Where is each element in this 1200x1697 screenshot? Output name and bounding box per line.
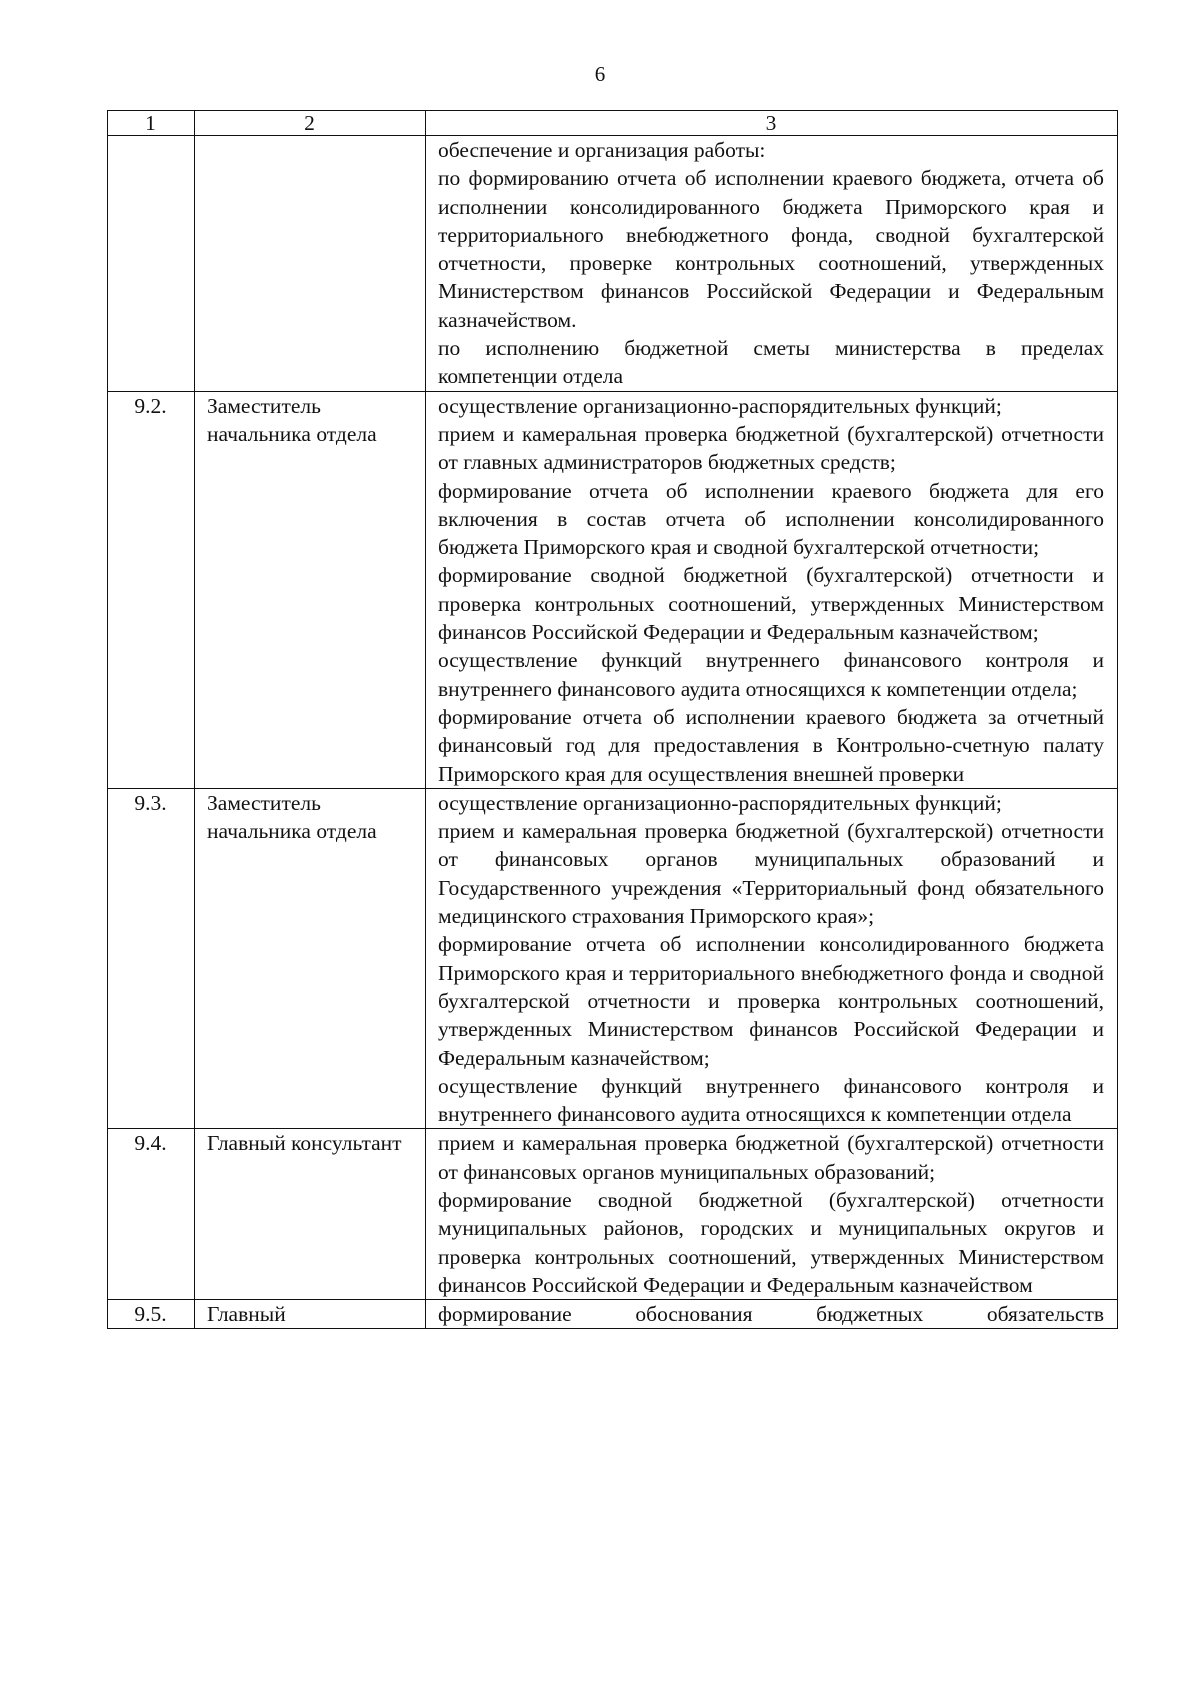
table-row	[108, 136, 1118, 392]
header-col-3: 3	[426, 111, 1118, 136]
duty-paragraph: осуществление функций внутреннего финансового контроля и внутреннего финансового аудита относящихся к компетенции отдела	[438, 1073, 1104, 1127]
header-col-1: 1	[108, 111, 195, 136]
duty-paragraph: формирование отчета об исполнении консолидированного бюджета Приморского края и территориального внебюджетного фонда и сводной бухгалтерской отчетности и проверка контрольных соотношений, утвержденных Министерством финансов Российской Федерации и Федеральным казначейством;	[438, 932, 1104, 1070]
table-row	[108, 391, 1118, 788]
row-position	[195, 136, 426, 392]
functions-table	[107, 110, 1118, 1329]
row-position: Главный консультант	[195, 1129, 426, 1300]
duty-paragraph: осуществление организационно-распорядительных функций;	[438, 790, 1002, 815]
row-position: Заместитель начальника отдела	[195, 788, 426, 1129]
row-position: Заместитель начальника отдела	[195, 391, 426, 788]
page-number: 6	[594, 62, 606, 86]
duty-paragraph: формирование отчета об исполнении краевого бюджета за отчетный финансовый год для предоставления в Контрольно-счетную палату Приморского края для осуществления внешней проверки	[438, 704, 1104, 786]
duty-paragraph: прием и камеральная проверка бюджетной (бухгалтерской) отчетности от финансовых органов муниципальных образований и Государственного учреждения «Территориальный фонд обязательного медицинского страхования Приморского края»;	[438, 819, 1104, 929]
table-row	[108, 1300, 1118, 1329]
row-duties	[426, 1300, 1118, 1329]
row-number: 9.2.	[108, 391, 195, 788]
table-row	[108, 788, 1118, 1129]
header-col-2: 2	[195, 111, 426, 136]
row-number: 9.5.	[108, 1300, 195, 1329]
duty-paragraph: по исполнению бюджетной сметы министерства в пределах компетенции отдела	[438, 336, 1104, 389]
row-duties	[426, 136, 1118, 392]
row-number: 9.3.	[108, 788, 195, 1129]
duty-paragraph: осуществление организационно-распорядительных функций;	[438, 393, 1002, 418]
table-row	[108, 1129, 1118, 1300]
duty-paragraph: по формированию отчета об исполнении краевого бюджета, отчета об исполнении консолидированного бюджета Приморского края и территориального внебюджетного фонда, сводной бухгалтерской отчетности, проверке контрольных соотношений, утвержденных Министерством финансов Российской Федерации и Федеральным казначейством.	[438, 166, 1104, 332]
duty-paragraph: осуществление функций внутреннего финансового контроля и внутреннего финансового аудита относящихся к компетенции отдела;	[438, 648, 1104, 701]
row-number	[108, 136, 195, 392]
table-header-row	[108, 111, 1118, 136]
row-number: 9.4.	[108, 1129, 195, 1300]
duty-paragraph: прием и камеральная проверка бюджетной (бухгалтерской) отчетности от финансовых органов муниципальных образований;	[438, 1131, 1104, 1184]
row-position: Главный	[195, 1300, 426, 1329]
duty-paragraph: формирование сводной бюджетной (бухгалтерской) отчетности и проверка контрольных соотношений, утвержденных Министерством финансов Российской Федерации и Федеральным казначейством;	[438, 563, 1104, 645]
duty-paragraph: прием и камеральная проверка бюджетной (бухгалтерской) отчетности от главных администраторов бюджетных средств;	[438, 421, 1104, 475]
duty-paragraph: обеспечение и организация работы:	[438, 138, 766, 162]
duty-paragraph: формирование сводной бюджетной (бухгалтерской) отчетности муниципальных районов, городских и муниципальных округов и проверка контрольных соотношений, утвержденных Министерством финансов Российской Федерации и Федеральным казначейством	[438, 1187, 1104, 1297]
row-duties	[426, 1129, 1118, 1300]
duty-paragraph: формирование обоснования бюджетных обязательств	[438, 1302, 1104, 1327]
row-duties	[426, 788, 1118, 1129]
duty-paragraph: формирование отчета об исполнении краевого бюджета для его включения в состав отчета об исполнении консолидированного бюджета Приморского края и сводной бухгалтерской отчетности;	[438, 478, 1104, 560]
row-duties	[426, 391, 1118, 788]
